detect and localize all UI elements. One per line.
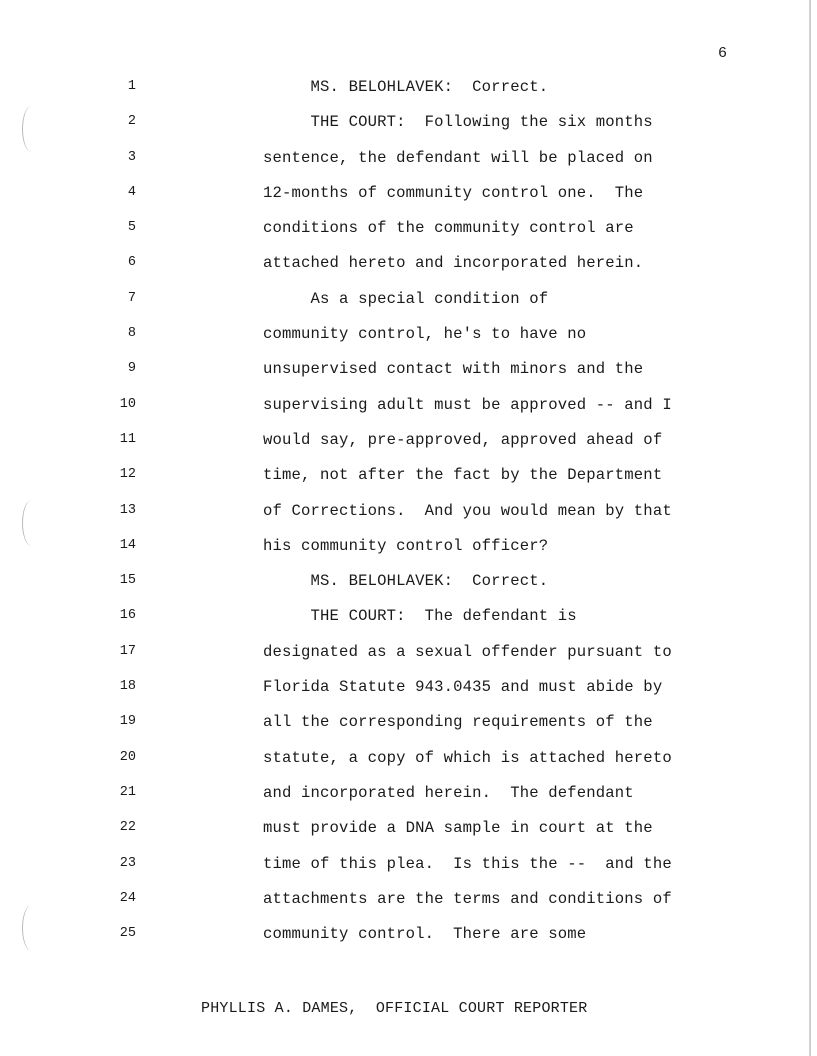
line-number: 10: [119, 396, 136, 412]
line-text: attached hereto and incorporated herein.: [263, 254, 644, 273]
line-text: unsupervised contact with minors and the: [263, 360, 644, 379]
transcript-line: [0, 605, 780, 640]
line-number: 4: [127, 184, 136, 200]
transcript-line: [0, 429, 780, 464]
line-text: 12-months of community control one. The: [263, 183, 644, 202]
line-number: 2: [127, 114, 136, 130]
binder-hole-mark: [22, 500, 41, 546]
binder-hole-mark: [22, 905, 41, 951]
line-text: community control. There are some: [263, 925, 587, 944]
line-text: of Corrections. And you would mean by that: [263, 501, 672, 520]
line-text: As a special condition of: [263, 289, 549, 308]
line-number: 14: [119, 537, 136, 553]
line-number: 8: [127, 326, 136, 342]
line-number: 6: [127, 255, 136, 271]
line-text: THE COURT: Following the six months: [263, 113, 653, 132]
line-text: community control, he's to have no: [263, 325, 587, 344]
line-number: 21: [119, 784, 136, 800]
transcript-line: [0, 500, 780, 535]
line-number: 19: [119, 714, 136, 730]
line-text: sentence, the defendant will be placed on: [263, 148, 653, 167]
line-number: 5: [127, 220, 136, 236]
transcript-line: [0, 817, 780, 852]
line-number: 25: [119, 926, 136, 942]
line-number: 20: [119, 749, 136, 765]
line-number: 7: [127, 290, 136, 306]
transcript-line: [0, 323, 780, 358]
transcript-line: [0, 853, 780, 888]
line-number: 23: [119, 855, 136, 871]
page-number: 6: [718, 45, 728, 62]
transcript-line: [0, 358, 780, 393]
line-text: designated as a sexual offender pursuant to: [263, 642, 672, 661]
line-number: 1: [127, 79, 136, 94]
transcript-line: [0, 923, 780, 958]
line-number: 3: [127, 149, 136, 165]
transcript-line: [0, 182, 780, 217]
transcript-line: [0, 535, 780, 570]
line-text: conditions of the community control are: [263, 219, 634, 238]
transcript-line: [0, 464, 780, 499]
transcript-line: [0, 888, 780, 923]
line-number: 24: [119, 890, 136, 906]
line-text: Florida Statute 943.0435 and must abide by: [263, 678, 663, 697]
transcript-line: [0, 641, 780, 676]
line-text: and incorporated herein. The defendant: [263, 783, 634, 802]
transcript-line: [0, 76, 780, 111]
line-text: must provide a DNA sample in court at the: [263, 819, 653, 838]
line-text: time of this plea. Is this the -- and the: [263, 854, 672, 873]
transcript-body: [0, 76, 780, 958]
line-number: 9: [127, 361, 136, 377]
scan-page-edge: [809, 0, 811, 1056]
line-text: attachments are the terms and conditions of: [263, 889, 672, 908]
line-number: 11: [119, 431, 136, 447]
transcript-line: [0, 288, 780, 323]
line-number: 17: [119, 643, 136, 659]
transcript-line: [0, 747, 780, 782]
court-reporter-footer: PHYLLIS A. DAMES, OFFICIAL COURT REPORTER: [201, 1000, 588, 1017]
line-text: statute, a copy of which is attached hereto: [263, 748, 672, 767]
line-text: MS. BELOHLAVEK: Correct.: [263, 78, 549, 96]
transcript-line: [0, 111, 780, 146]
transcript-line: [0, 217, 780, 252]
line-text: THE COURT: The defendant is: [263, 607, 577, 626]
line-text: would say, pre-approved, approved ahead of: [263, 430, 663, 449]
line-number: 22: [119, 820, 136, 836]
line-text: all the corresponding requirements of the: [263, 713, 653, 732]
line-text: supervising adult must be approved -- and I: [263, 395, 672, 414]
transcript-line: [0, 676, 780, 711]
line-number: 16: [119, 608, 136, 624]
line-number: 18: [119, 679, 136, 695]
line-number: 15: [119, 573, 136, 589]
transcript-line: [0, 782, 780, 817]
transcript-line: [0, 711, 780, 746]
binder-hole-mark: [22, 106, 41, 152]
line-number: 13: [119, 502, 136, 518]
line-text: MS. BELOHLAVEK: Correct.: [263, 572, 549, 591]
transcript-line: [0, 394, 780, 429]
transcript-line: [0, 147, 780, 182]
transcript-line: [0, 252, 780, 287]
transcript-line: [0, 570, 780, 605]
line-number: 12: [119, 467, 136, 483]
line-text: time, not after the fact by the Department: [263, 466, 663, 485]
line-text: his community control officer?: [263, 536, 549, 555]
